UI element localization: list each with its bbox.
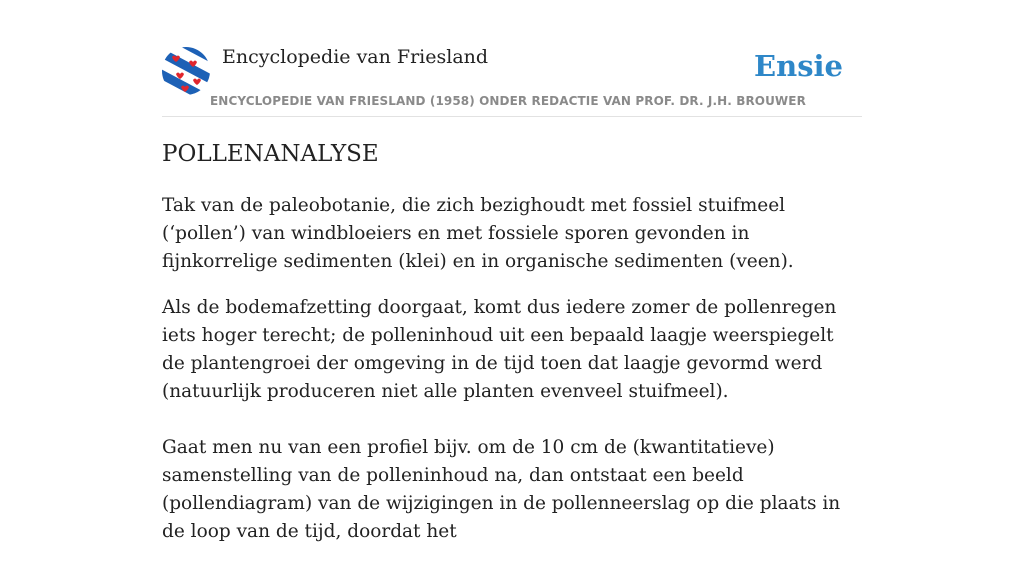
brand-logo-link[interactable]: Ensie <box>754 49 843 83</box>
site-subtitle: ENCYCLOPEDIE VAN FRIESLAND (1958) ONDER REDACTIE VAN PROF. DR. J.H. BROUWER <box>210 94 806 108</box>
article-paragraph: Als de bodemafzetting doorgaat, komt dus iedere zomer de pollenregen iets hoger terecht; de polleninhoud uit een bepaald laagje weerspiegelt de plantengroei der omgeving in de tijd toen dat laagje gevormd werd (natuurlijk produceren niet alle planten evenveel stuifmeel). <box>162 297 837 402</box>
article-headword: POLLENANALYSE <box>162 141 379 167</box>
article-paragraph: Tak van de paleobotanie, die zich bezighoudt met fossiel stuifmeel (‘pollen’) van windbloeiers en met fossiele sporen gevonden in fijnkorrelige sedimenten (klei) en in organische sedimenten (veen). <box>162 195 794 272</box>
frisian-flag-icon[interactable] <box>162 47 210 95</box>
site-header <box>162 44 862 117</box>
site-title[interactable]: Encyclopedie van Friesland <box>222 46 489 68</box>
article-paragraph: Gaat men nu van een profiel bijv. om de 10 cm de (kwantitatieve) samenstelling van de polleninhoud na, dan ontstaat een beeld (pollendiagram) van de wijzigingen in de pollenneerslag op die plaats in de loop van de tijd, doordat het <box>162 437 841 542</box>
article-content <box>162 138 862 564</box>
